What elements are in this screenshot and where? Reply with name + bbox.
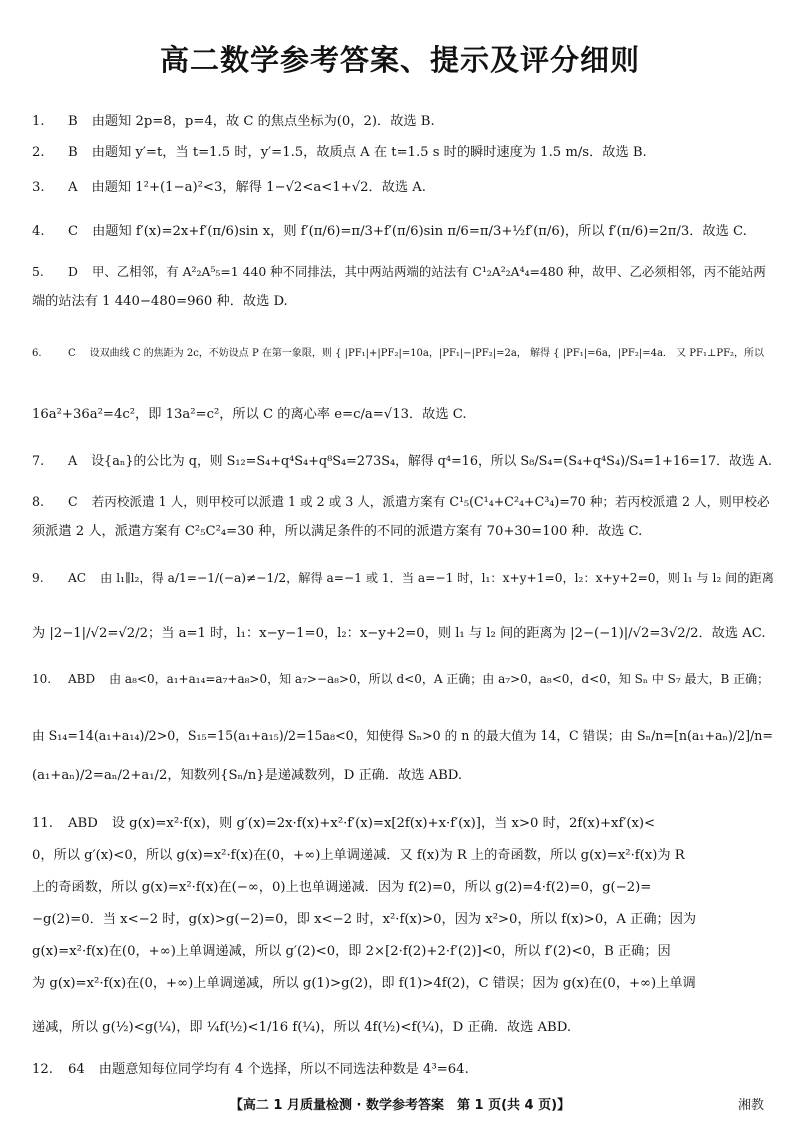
answer-choice: D bbox=[68, 264, 78, 279]
question-number: 11. bbox=[32, 816, 53, 831]
answer-choice: 64 bbox=[68, 1062, 85, 1077]
solution-text: 甲、乙相邻，有 A²₂A⁵₅=1 440 种不同排法，其中两站两端的站法有 C¹₂A²₂A⁴₄=480 种，故甲、乙必须相邻，丙不能站两 bbox=[91, 264, 766, 279]
answer-item-continuation bbox=[32, 942, 774, 962]
answer-item-continuation bbox=[32, 846, 774, 866]
solution-text: 递减，所以 g(½)<g(¼)，即 ¼f(½)<1/16 f(¼)，所以 4f(½)<f(¼)，D 正确．故选 ABD. bbox=[32, 1020, 572, 1035]
solution-text: 由题知 2p=8，p=4，故 C 的焦点坐标为(0，2)．故选 B. bbox=[91, 114, 435, 129]
answer-choice: C bbox=[68, 224, 79, 239]
answer-item-continuation bbox=[32, 405, 774, 425]
page-title: 高二数学参考答案、提示及评分细则 bbox=[159, 43, 640, 77]
answer-item-continuation bbox=[32, 974, 774, 994]
answer-item bbox=[32, 1060, 774, 1080]
answer-choice: B bbox=[68, 145, 78, 160]
solution-text: 为 |2−1|/√2=√2/2；当 a=1 时，l₁：x−y−1=0，l₂：x−y+2=0，则 l₁ 与 l₂ 间的距离为 |2−(−1)|/√2=3√2/2．故选 AC. bbox=[32, 626, 766, 641]
question-number: 8. bbox=[32, 494, 45, 509]
question-number: 7. bbox=[32, 454, 45, 469]
page-footer: 【高二 1 月质量检测 · 数学参考答案 第 1 页(共 4 页)】 bbox=[229, 1098, 571, 1113]
answer-choice: B bbox=[68, 114, 78, 129]
answer-item-continuation bbox=[32, 878, 774, 898]
answer-item bbox=[32, 178, 774, 198]
solution-text: g(x)=x²·f(x)在(0，+∞)上单调递减，所以 g′(2)<0，即 2×[2·f(2)+2·f′(2)]<0，所以 f′(2)<0，B 正确；因 bbox=[32, 944, 671, 959]
answer-item bbox=[32, 492, 774, 512]
solution-text: 由题意知每位同学均有 4 个选择，所以不同选法种数是 4³=64. bbox=[98, 1062, 469, 1077]
answer-item bbox=[32, 262, 774, 282]
answer-choice: ABD bbox=[68, 672, 96, 686]
solution-text: 0，所以 g′(x)<0，所以 g(x)=x²·f(x)在(0，+∞)上单调递减．又 f(x)为 R 上的奇函数，所以 g(x)=x²·f(x)为 R bbox=[32, 848, 685, 863]
solution-text: 端的站法有 1 440−480=960 种．故选 D. bbox=[32, 294, 288, 309]
solution-text: 设 g(x)=x²·f(x)，则 g′(x)=2x·f(x)+x²·f′(x)=x[2f(x)+x·f′(x)]，当 x>0 时，2f(x)+xf′(x)< bbox=[111, 816, 656, 831]
answer-item-continuation bbox=[32, 522, 774, 542]
answer-item bbox=[32, 452, 774, 472]
answer-item-continuation bbox=[32, 726, 774, 746]
answer-choice: A bbox=[68, 180, 78, 195]
question-number: 2. bbox=[32, 145, 45, 160]
answer-choice: C bbox=[68, 494, 78, 509]
publisher-label: 湘教 bbox=[737, 1098, 764, 1113]
question-number: 9. bbox=[32, 571, 44, 585]
solution-text: 由题知 1²+(1−a)²<3，解得 1−√2<a<1+√2．故选 A. bbox=[91, 180, 426, 195]
solution-text: 设{aₙ}的公比为 q，则 S₁₂=S₄+q⁴S₄+q⁸S₄=273S₄，解得 q⁴=16，所以 S₈/S₄=(S₄+q⁴S₄)/S₄=1+16=17．故选 A. bbox=[91, 454, 772, 469]
answer-item-continuation bbox=[32, 766, 774, 786]
answer-item-continuation bbox=[32, 1018, 774, 1038]
question-number: 3. bbox=[32, 180, 45, 195]
question-number: 5. bbox=[32, 264, 44, 279]
answer-item bbox=[32, 143, 774, 163]
solution-text: 由 l₁∥l₂，得 a/1=−1/(−a)≠−1/2，解得 a=−1 或 1．当 a=−1 时，l₁：x+y+1=0，l₂：x+y+2=0，则 l₁ 与 l₂ 间的距离 bbox=[100, 571, 774, 585]
solution-text: 须派遣 2 人，派遣方案有 C²₅C²₄=30 种，所以满足条件的不同的派遣方案有 70+30=100 种．故选 C. bbox=[32, 524, 643, 539]
question-number: 10. bbox=[32, 672, 52, 686]
solution-text: 由题知 f′(x)=2x+f′(π/6)sin x，则 f′(π/6)=π/3+f′(π/6)sin π/6=π/3+½f′(π/6)，所以 f′(π/6)=2π/3．故选 C. bbox=[92, 224, 747, 239]
answer-choice: A bbox=[68, 454, 78, 469]
answer-item-continuation bbox=[32, 624, 774, 644]
answer-item bbox=[32, 568, 774, 588]
question-number: 12. bbox=[32, 1062, 53, 1077]
answer-item-continuation bbox=[32, 292, 774, 312]
solution-text: 为 g(x)=x²·f(x)在(0，+∞)上单调递减，所以 g(1)>g(2)，即 f(1)>4f(2)，C 错误；因为 g(x)在(0，+∞)上单调 bbox=[32, 976, 696, 991]
solution-text: (a₁+aₙ)/2=aₙ/2+a₁/2，知数列{Sₙ/n}是递减数列，D 正确．故选 ABD. bbox=[32, 768, 463, 783]
solution-text: 上的奇函数，所以 g(x)=x²·f(x)在(−∞，0)上也单调递减．因为 f(2)=0，所以 g(2)=4·f(2)=0，g(−2)= bbox=[32, 880, 652, 895]
solution-text: 设双曲线 C 的焦距为 2c，不妨设点 P 在第一象限，则 { |PF₁|+|PF₂|=10a，|PF₁|−|PF₂|=2a， 解得 { |PF₁|=6a，|PF₂|=4a． 又 PF₁⊥PF₂，所以 bbox=[89, 348, 765, 359]
question-number: 4. bbox=[32, 224, 45, 239]
answer-choice: AC bbox=[68, 571, 87, 585]
solution-text: 若丙校派遣 1 人，则甲校可以派遣 1 或 2 或 3 人，派遣方案有 C¹₅(C¹₄+C²₄+C³₄)=70 种；若丙校派遣 2 人，则甲校必 bbox=[91, 494, 770, 509]
answer-item-continuation bbox=[32, 910, 774, 930]
question-number: 6. bbox=[32, 348, 42, 359]
solution-text: 16a²+36a²=4c²，即 13a²=c²，所以 C 的离心率 e=c/a=√13．故选 C. bbox=[32, 407, 467, 422]
answer-item bbox=[32, 669, 774, 689]
solution-text: 由 S₁₄=14(a₁+a₁₄)/2>0，S₁₅=15(a₁+a₁₅)/2=15a₈<0，知使得 Sₙ>0 的 n 的最大值为 14，C 错误；由 Sₙ/n=[n(a₁+aₙ)/2]/n= bbox=[32, 728, 773, 743]
answer-item bbox=[32, 814, 774, 834]
answer-item bbox=[32, 222, 774, 242]
answer-item bbox=[32, 112, 774, 132]
solution-text: −g(2)=0．当 x<−2 时，g(x)>g(−2)=0，即 x<−2 时，x²·f(x)>0，因为 x²>0，所以 f(x)>0，A 正确；因为 bbox=[32, 912, 697, 927]
question-number: 1. bbox=[32, 114, 45, 129]
answer-choice: C bbox=[68, 348, 76, 359]
answer-choice: ABD bbox=[68, 816, 98, 831]
answer-item bbox=[32, 344, 774, 364]
solution-text: 由题知 y′=t，当 t=1.5 时，y′=1.5，故质点 A 在 t=1.5 s 时的瞬时速度为 1.5 m/s．故选 B. bbox=[91, 145, 647, 160]
solution-text: 由 a₈<0，a₁+a₁₄=a₇+a₈>0，知 a₇>−a₈>0，所以 d<0，A 正确；由 a₇>0，a₈<0，d<0，知 Sₙ 中 S₇ 最大，B 正确； bbox=[109, 672, 770, 686]
